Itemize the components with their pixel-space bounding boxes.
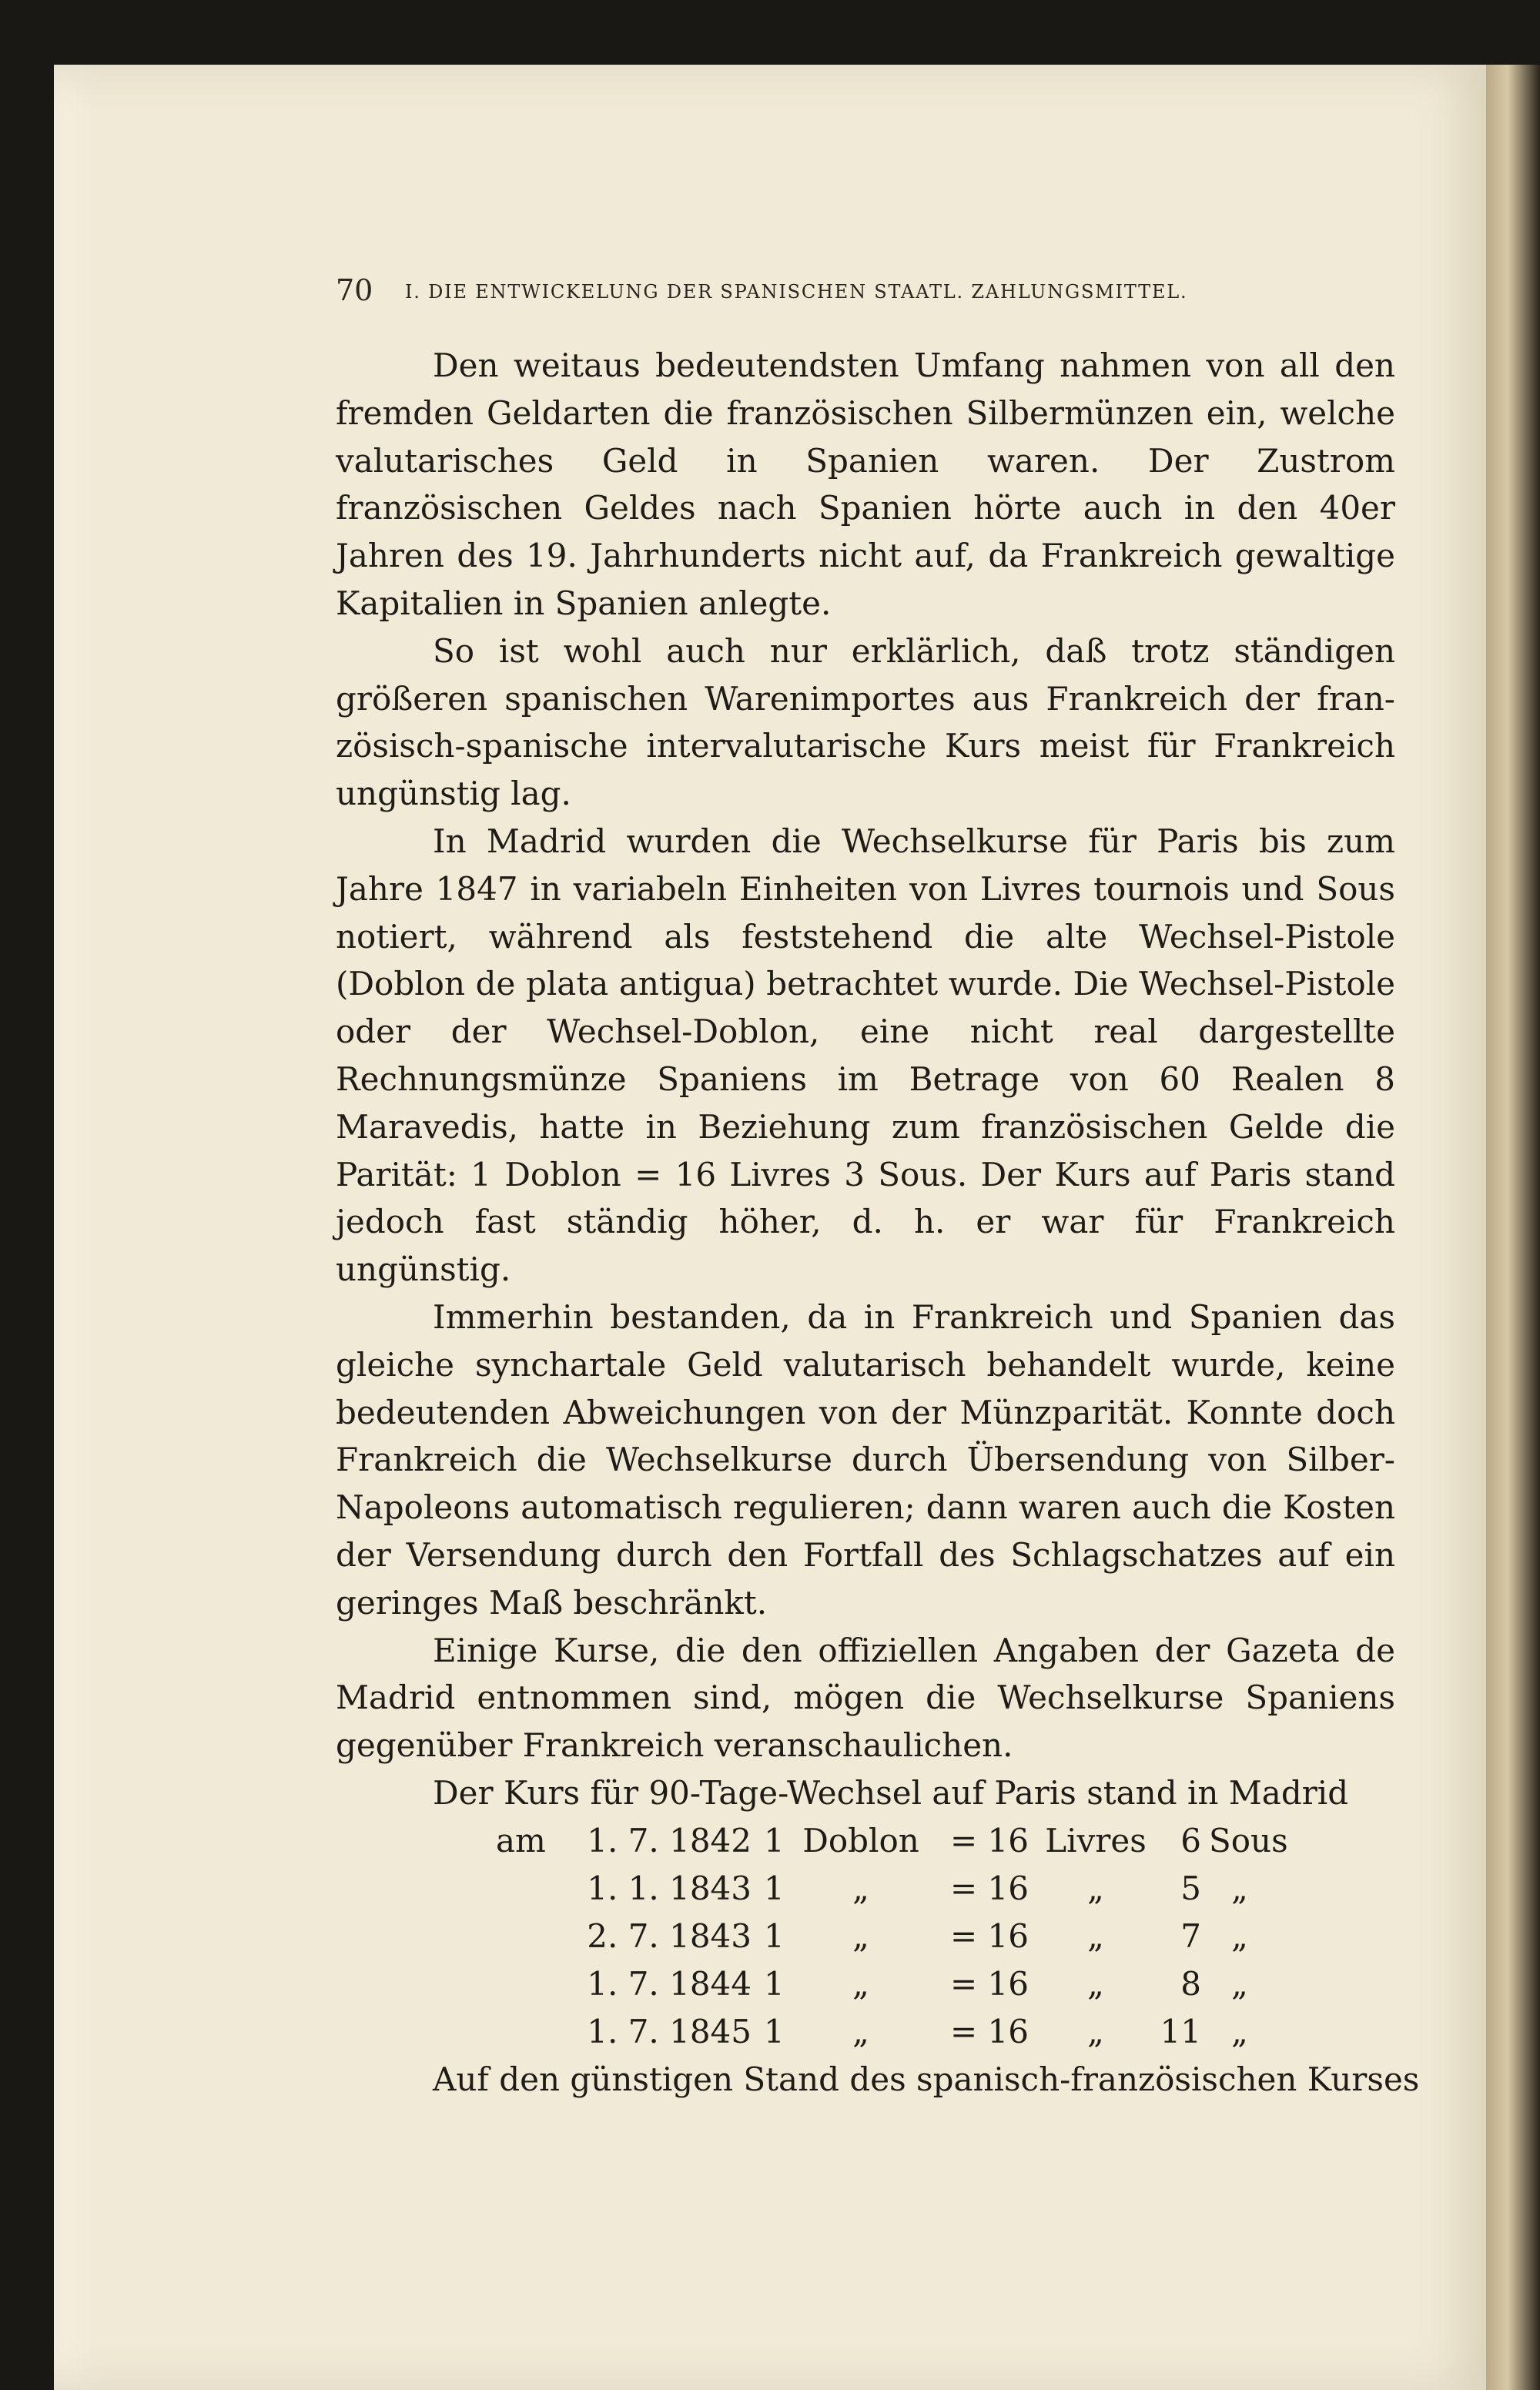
body-text bbox=[336, 342, 1420, 2104]
rate-livres: 16 bbox=[987, 1869, 1029, 1907]
rate-livres: 16 bbox=[987, 1964, 1029, 2003]
rate-row bbox=[336, 1817, 1395, 1865]
rate-prefix: am bbox=[496, 1821, 546, 1859]
rate-sous-unit: Sous bbox=[1209, 1821, 1288, 1859]
running-title: I. DIE ENTWICKELUNG DER SPANISCHEN STAATL. ZAHLUNGSMITTEL. bbox=[405, 281, 1188, 303]
rate-sous-unit: „ bbox=[1231, 1964, 1248, 2003]
rate-quantity: 1 bbox=[764, 1964, 785, 2003]
running-head bbox=[336, 271, 1414, 310]
paragraph: Der Kurs für 90-Tage-Wechsel auf Paris stand in Madrid bbox=[433, 1773, 1349, 1812]
paragraph: In Madrid wurden die Wechselkurse für Paris bis zum Jahre 1847 in variabeln Einheiten von Livres tournois und Sous notiert, während als feststehend die alte Wechsel-Pistole (Doblon de plata antigua) betrachtet wurde. Die Wechsel-Pistole oder der Wechsel-Doblon, eine nicht real dargestellte Rechnungsmünze Spaniens im Betrage von 60 Realen 8 Maravedis, hatte in Beziehung zum französischen Gelde die Parität: 1 Doblon = 16 Livres 3 Sous. Der Kurs auf Paris stand jedoch fast ständig höher, d. h. er war für Frankreich ungünstig. bbox=[336, 822, 1395, 1289]
rate-date: 2. 7. 1843 bbox=[587, 1916, 752, 1955]
rate-livres-unit: „ bbox=[1087, 1869, 1104, 1907]
rate-equals: = bbox=[950, 1964, 978, 2003]
rate-unit: Doblon bbox=[802, 1821, 919, 1859]
rate-row bbox=[336, 1960, 1395, 2008]
rate-equals: = bbox=[950, 1869, 978, 1907]
rate-livres: 16 bbox=[987, 2012, 1029, 2050]
paragraph: Einige Kurse, die den offiziellen Angaben der Gazeta de Madrid entnommen sind, mögen die Wechselkurse Spaniens gegenüber Frankreich veranschaulichen. bbox=[336, 1631, 1395, 1765]
rate-sous-unit: „ bbox=[1231, 1869, 1248, 1907]
rate-livres-unit: „ bbox=[1087, 2012, 1104, 2050]
rate-livres: 16 bbox=[987, 1821, 1029, 1859]
rate-sous: 5 bbox=[1180, 1869, 1201, 1907]
rate-equals: = bbox=[950, 1916, 978, 1955]
rate-quantity: 1 bbox=[764, 1869, 785, 1907]
rate-date: 1. 7. 1845 bbox=[587, 2012, 752, 2050]
paragraph: So ist wohl auch nur erklärlich, daß trotz ständigen größeren spanischen Warenimportes aus Frankreich der französisch-spanische intervalutarische Kurs meist für Frankreich ungünstig lag. bbox=[336, 631, 1395, 813]
page-edge bbox=[1486, 65, 1540, 2390]
page-number: 70 bbox=[336, 273, 373, 307]
rate-unit: „ bbox=[852, 1964, 869, 2003]
rate-date: 1. 7. 1842 bbox=[587, 1821, 752, 1859]
exchange-rate-table bbox=[336, 1817, 1395, 2056]
rate-date: 1. 7. 1844 bbox=[587, 1964, 752, 2003]
rate-equals: = bbox=[950, 2012, 978, 2050]
rate-equals: = bbox=[950, 1821, 978, 1859]
rate-sous: 7 bbox=[1180, 1916, 1201, 1955]
rate-quantity: 1 bbox=[764, 1821, 785, 1859]
rate-quantity: 1 bbox=[764, 1916, 785, 1955]
paragraph: Immerhin bestanden, da in Frankreich und Spanien das gleiche synchartale Geld valutarisch behandelt wurde, keine bedeutenden Abweichungen von der Münzparität. Konnte doch Frankreich die Wechselkurse durch Übersendung von Silber-Napoleons automatisch regulieren; dann waren auch die Kosten der Versendung durch den Fortfall des Schlagschatzes auf ein geringes Maß beschränkt. bbox=[336, 1297, 1395, 1622]
rate-livres-unit: Livres bbox=[1045, 1821, 1147, 1859]
rate-unit: „ bbox=[852, 2012, 869, 2050]
closing-line: Auf den günstigen Stand des spanisch-französischen Kurses bbox=[433, 2060, 1420, 2098]
rate-livres-unit: „ bbox=[1087, 1964, 1104, 2003]
rate-unit: „ bbox=[852, 1869, 869, 1907]
rate-sous-unit: „ bbox=[1231, 2012, 1248, 2050]
rate-row bbox=[336, 1865, 1395, 1913]
rate-row bbox=[336, 2008, 1395, 2056]
rate-quantity: 1 bbox=[764, 2012, 785, 2050]
paragraph: Den weitaus bedeutendsten Umfang nahmen von all den fremden Geldarten die französischen Silbermünzen ein, welche valutarisches Geld in Spanien waren. Der Zustrom französischen Geldes nach Spanien hörte auch in den 40er Jahren des 19. Jahrhunderts nicht auf, da Frankreich gewaltige Kapitalien in Spanien anlegte. bbox=[336, 346, 1395, 622]
rate-row bbox=[336, 1913, 1395, 1960]
rate-sous-unit: „ bbox=[1231, 1916, 1248, 1955]
rate-sous: 6 bbox=[1180, 1821, 1201, 1859]
rate-sous: 11 bbox=[1160, 2012, 1201, 2050]
rate-sous: 8 bbox=[1180, 1964, 1201, 2003]
rate-livres: 16 bbox=[987, 1916, 1029, 1955]
rate-livres-unit: „ bbox=[1087, 1916, 1104, 1955]
rate-date: 1. 1. 1843 bbox=[587, 1869, 752, 1907]
rate-unit: „ bbox=[852, 1916, 869, 1955]
